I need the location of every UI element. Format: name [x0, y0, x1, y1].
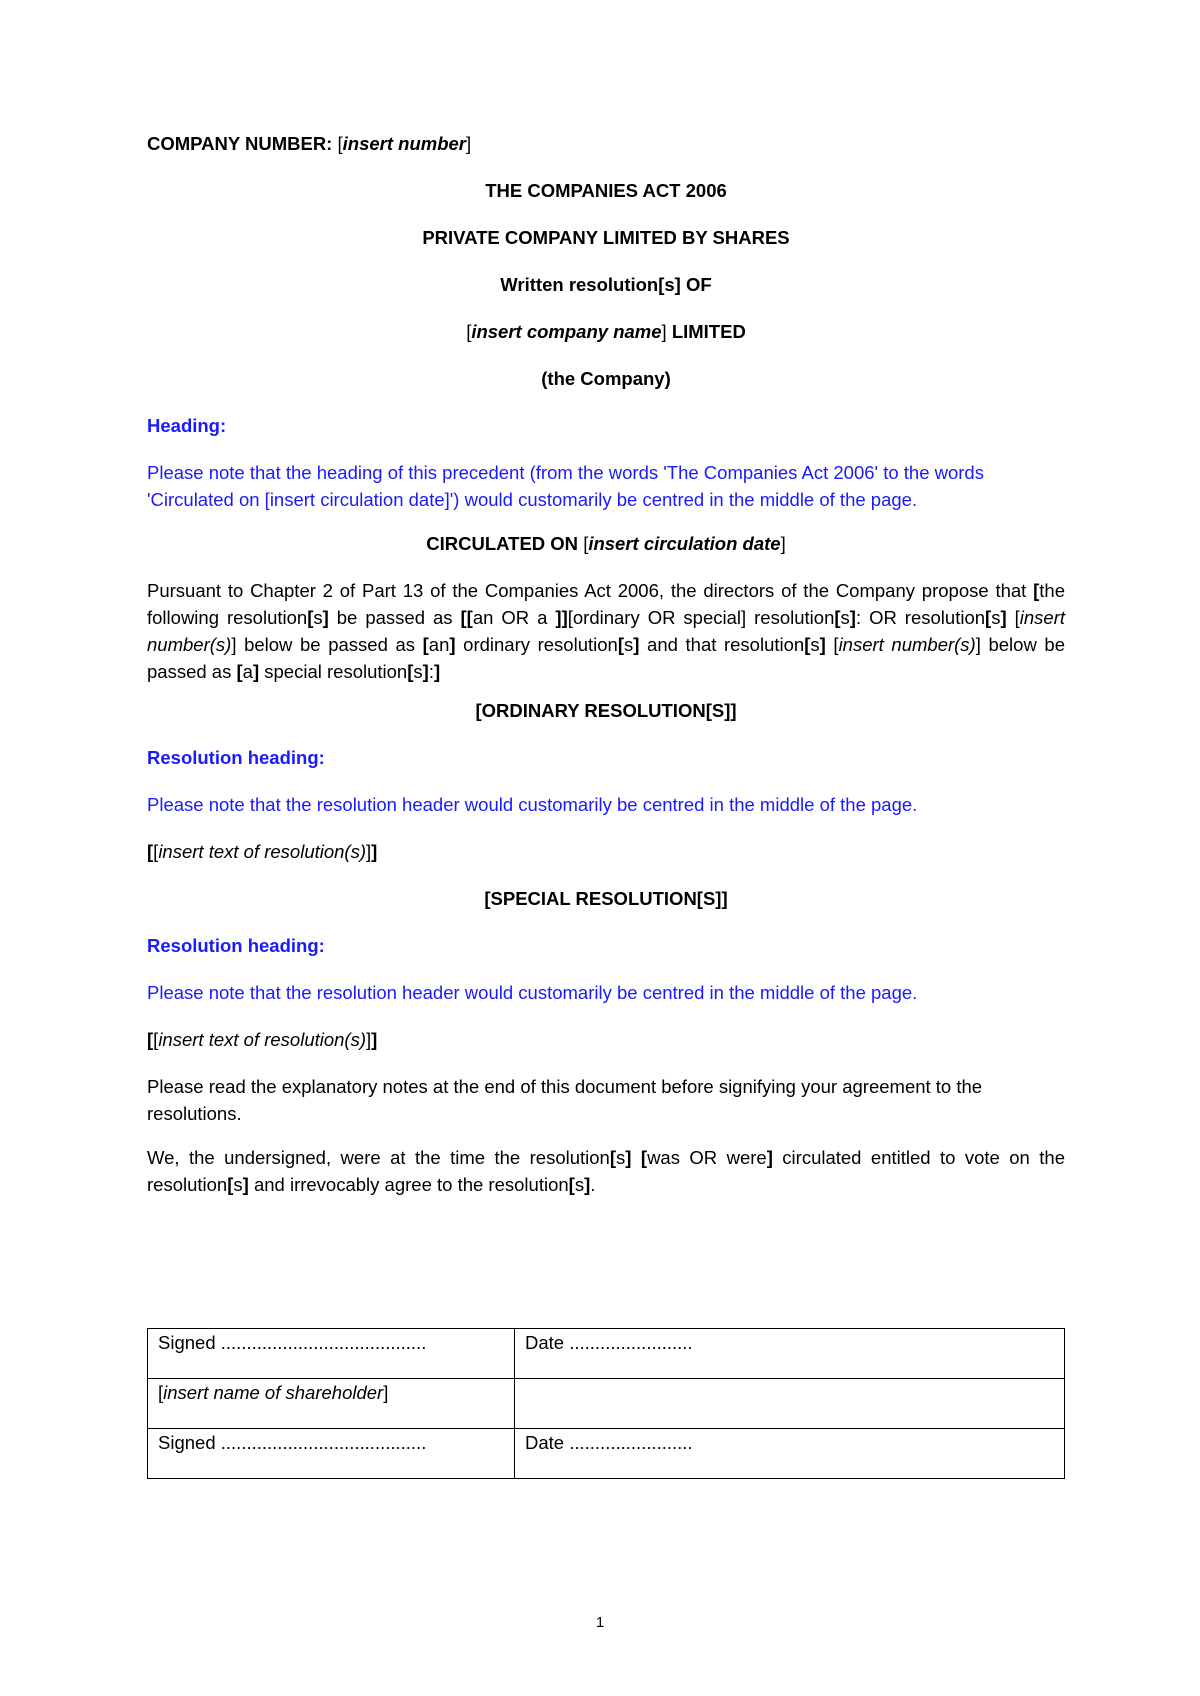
circulated-label: CIRCULATED ON: [426, 533, 579, 554]
company-short: (the Company): [541, 368, 671, 389]
signed-cell: Signed ........................................: [148, 1329, 515, 1379]
date-cell: Date ........................: [515, 1429, 1065, 1479]
circulated-placeholder: insert circulation date: [588, 533, 781, 554]
date-cell: Date ........................: [515, 1329, 1065, 1379]
undersigned-paragraph: We, the undersigned, were at the time the resolution[s] [was OR were] circulated entitled to vote on the resolution[s] and irrevocably agree to the resolution[s].: [147, 1147, 1065, 1195]
resolution-note-1-text: Please note that the resolution header would customarily be centred in the middle of the page.: [147, 794, 918, 815]
circulated-line: CIRCULATED ON [insert circulation date]: [426, 533, 786, 554]
explanatory-notes-paragraph: Please read the explanatory notes at the end of this document before signifying your agreement to the resolutions.: [147, 1076, 983, 1124]
heading-note-text: Please note that the heading of this precedent (from the words 'The Companies Act 2006' to the words 'Circulated on [insert circulation date]') would customarily be centred in the middle of the page.: [147, 462, 984, 510]
company-name-placeholder: insert company name: [471, 321, 662, 342]
signed-cell: Signed ........................................: [148, 1429, 515, 1479]
company-type: PRIVATE COMPANY LIMITED BY SHARES: [422, 227, 790, 248]
act-title: THE COMPANIES ACT 2006: [485, 180, 727, 201]
ordinary-resolution-heading: [ORDINARY RESOLUTION[S]]: [475, 700, 737, 721]
document-page: [147, 0, 1065, 1696]
insert-text-2: [[insert text of resolution(s)]]: [147, 1029, 378, 1050]
table-row: [148, 1429, 1065, 1479]
insert-text-1: [[insert text of resolution(s)]]: [147, 841, 378, 862]
company-number-line: COMPANY NUMBER: [insert number]: [147, 133, 472, 154]
empty-cell: [515, 1379, 1065, 1429]
company-name-suffix: LIMITED: [671, 321, 746, 342]
company-number-placeholder: insert number: [342, 133, 466, 154]
company-number-label: COMPANY NUMBER:: [147, 133, 333, 154]
shareholder-name-cell: [insert name of shareholder]: [148, 1379, 515, 1429]
table-row: [148, 1329, 1065, 1379]
resolution-title: Written resolution[s] OF: [500, 274, 712, 295]
heading-note-title: Heading:: [147, 415, 227, 436]
company-name-line: [insert company name] LIMITED: [466, 321, 746, 342]
resolution-note-2-text: Please note that the resolution header would customarily be centred in the middle of the page.: [147, 982, 918, 1003]
page-number: 1: [595, 1614, 605, 1631]
special-resolution-heading: [SPECIAL RESOLUTION[S]]: [484, 888, 728, 909]
resolution-note-2-title: Resolution heading:: [147, 935, 325, 956]
pursuant-paragraph: Pursuant to Chapter 2 of Part 13 of the Companies Act 2006, the directors of the Company propose that [the following resolution[s] be passed as [[an OR a ]][ordinary OR special] resolution[s]: OR resolution[s] [insert number(s)] below be passed as [an] ordinary resolution[s] and that resolution[s] [insert number(s)] below be passed as [a] special resolution[s]:]: [147, 580, 1065, 682]
signature-table: [147, 1328, 1065, 1479]
table-row: [148, 1379, 1065, 1429]
resolution-note-1-title: Resolution heading:: [147, 747, 325, 768]
